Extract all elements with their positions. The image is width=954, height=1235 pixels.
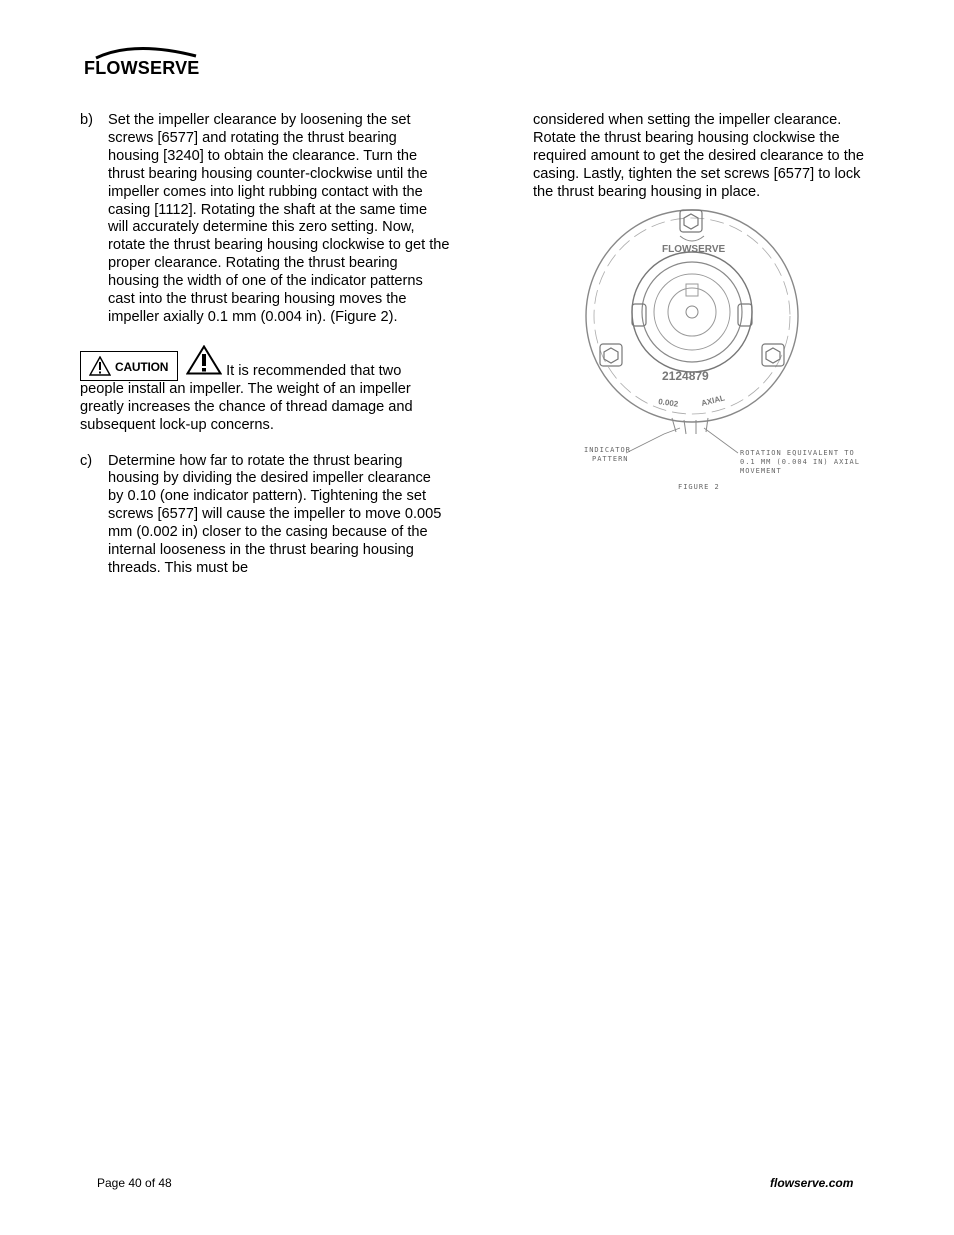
caution-notice (80, 345, 450, 435)
indicator-label-line1: INDICATOR (584, 446, 631, 454)
caution-badge (80, 351, 178, 381)
step-b (80, 112, 450, 327)
bearing-housing-drawing (580, 206, 880, 496)
website-link[interactable]: flowserve.com (770, 1176, 854, 1190)
indicator-label-line2: PATTERN (592, 455, 629, 463)
figure-mark-right: AXIAL (700, 393, 726, 408)
figure-brand-mark: FLOWSERVE (662, 244, 726, 255)
rotation-label-line1: ROTATION EQUIVALENT TO (740, 449, 855, 457)
figure-mark-left: 0.002 (657, 397, 679, 409)
caution-badge-label: CAUTION (115, 359, 169, 374)
step-label: b) (80, 112, 93, 128)
warning-icon (186, 345, 222, 381)
continuation-text: considered when setting the impeller clearance. Rotate the thrust bearing housing clockwise the required amount to get the desired clearance to the casing. Lastly, tighten the set screws [6577] to lock the thrust bearing housing in place. (533, 112, 865, 200)
warning-triangle-icon (89, 356, 111, 376)
rotation-label-line3: MOVEMENT (740, 467, 782, 475)
right-column (533, 112, 868, 202)
figure-part-number: 2124879 (662, 369, 709, 383)
caution-text-first: It is recommended that two (226, 362, 402, 379)
step-text: Determine how far to rotate the thrust bearing housing by dividing the desired impeller clearance by 0.10 (one indicator pattern). Tightening the set screws [6577] will cause the impeller to move 0.005 mm (0.002 in) closer to the casing because of the internal looseness in the thrust bearing housing threads. This must be (108, 452, 442, 576)
step-text: Set the impeller clearance by loosening the set screws [6577] and rotating the thrust bearing housing [3240] to obtain the clearance. Turn the thrust bearing housing counter-clockwise until the impeller comes into light rubbing contact with the casing [1112]. Rotating the shaft at the same time will accurately determine this zero setting. Now, rotate the thrust bearing housing clockwise to get the proper clearance. Rotating the thrust bearing housing the width of one of the indicator patterns cast into the thrust bearing housing moves the impeller axially 0.1 mm (0.004 in). (Figure 2). (108, 112, 450, 325)
step-c (80, 453, 450, 578)
left-column (80, 112, 450, 578)
figure-caption: FIGURE 2 (678, 483, 720, 491)
rotation-label-line2: 0.1 MM (0.004 IN) AXIAL (740, 458, 860, 466)
step-label: c) (80, 452, 93, 469)
logo-text: FLOWSERVE (84, 58, 200, 78)
caution-text-rest: people install an impeller. The weight of an impeller greatly increases the chance of thread damage and subsequent lock-up concerns. (80, 380, 413, 433)
figure-2 (580, 206, 880, 496)
page-number: Page 40 of 48 (97, 1176, 172, 1190)
flowserve-logo (84, 44, 204, 80)
